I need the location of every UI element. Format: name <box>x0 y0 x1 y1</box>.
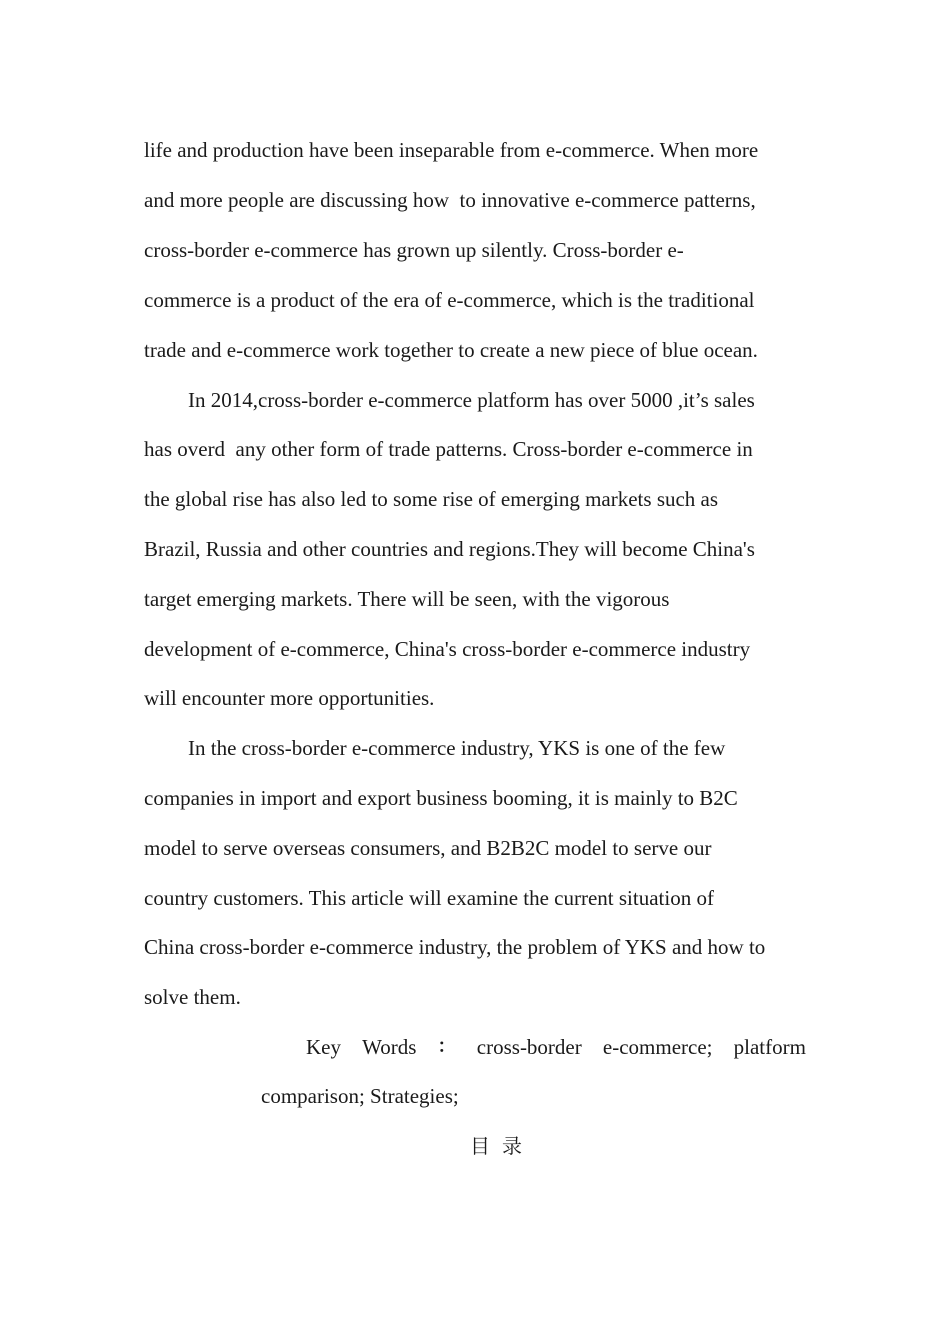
text-line: the global rise has also led to some rise of emerging markets such as <box>144 487 719 511</box>
text-line: and more people are discussing how to innovative e-commerce patterns, <box>144 188 756 212</box>
text-line: life and production have been inseparable from e-commerce. When more <box>144 138 759 162</box>
toc-title: 目录 <box>470 1134 534 1158</box>
text-line: China cross-border e-commerce industry, the problem of YKS and how to <box>144 935 766 959</box>
keyword-term: platform <box>733 1035 806 1059</box>
keywords-line-1 <box>306 1035 806 1059</box>
text-line: solve them. <box>144 985 241 1009</box>
text-line: In 2014,cross-border e-commerce platform has over 5000 ,it’s sales <box>188 388 755 412</box>
keywords-label-key: Key <box>306 1035 341 1059</box>
keywords-colon: ： <box>437 1036 456 1057</box>
text-line: development of e-commerce, China's cross-border e-commerce industry <box>144 637 751 661</box>
keyword-term: e-commerce; <box>602 1035 713 1059</box>
text-line: has overd any other form of trade patterns. Cross-border e-commerce in <box>144 437 753 461</box>
text-line: country customers. This article will examine the current situation of <box>144 886 714 910</box>
text-line: cross-border e-commerce has grown up silently. Cross-border e- <box>144 238 684 262</box>
keywords-label-words: Words <box>362 1035 417 1059</box>
text-line: target emerging markets. There will be seen, with the vigorous <box>144 587 670 611</box>
text-line: model to serve overseas consumers, and B2B2C model to serve our <box>144 836 712 860</box>
keyword-term: cross-border <box>476 1035 582 1059</box>
text-line: trade and e-commerce work together to create a new piece of blue ocean. <box>144 338 758 362</box>
text-line: will encounter more opportunities. <box>144 686 435 710</box>
text-line: companies in import and export business booming, it is mainly to B2C <box>144 786 738 810</box>
text-line: commerce is a product of the era of e-commerce, which is the traditional <box>144 288 755 312</box>
text-line: Brazil, Russia and other countries and regions.They will become China's <box>144 537 755 561</box>
text-line: In the cross-border e-commerce industry, YKS is one of the few <box>188 736 726 760</box>
keywords-line-2: comparison; Strategies; <box>261 1084 459 1108</box>
